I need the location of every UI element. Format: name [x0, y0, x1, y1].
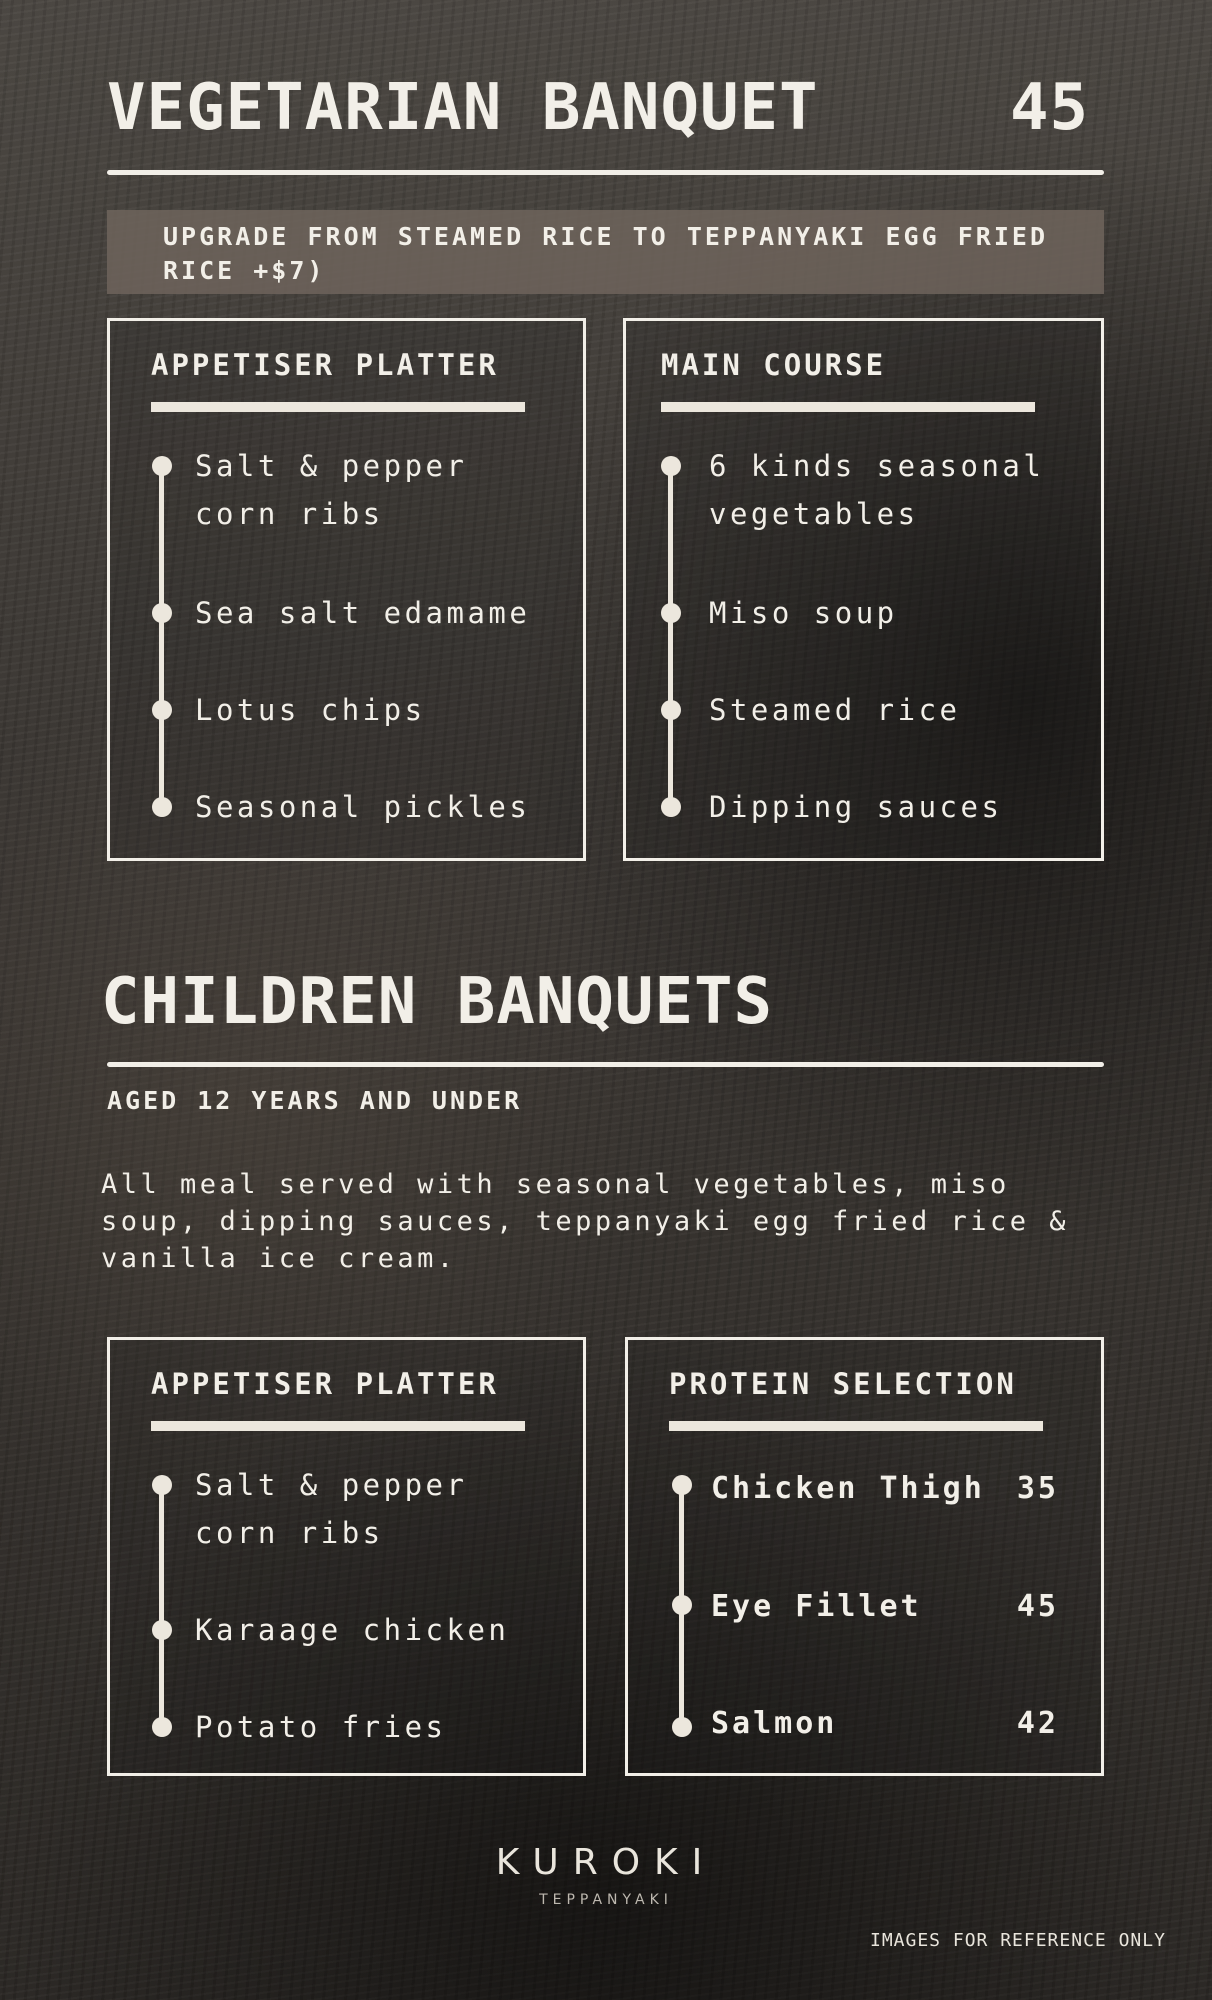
timeline-dot — [661, 797, 681, 817]
menu-item: Steamed rice — [709, 693, 961, 727]
section-divider — [107, 170, 1104, 175]
timeline-dot — [152, 797, 172, 817]
menu-item: Salt & pepper corn ribs — [195, 1468, 468, 1550]
menu-item: Salt & pepper corn ribs — [195, 449, 468, 531]
menu-item: Dipping sauces — [709, 790, 1003, 824]
card-title: PROTEIN SELECTION — [669, 1367, 1017, 1401]
timeline-dot — [152, 456, 172, 476]
menu-item: Miso soup — [709, 596, 898, 630]
menu-item: Karaage chicken — [195, 1613, 510, 1647]
children-description: All meal served with seasonal vegetables, miso soup, dipping sauces, teppanyaki egg fried rice & vanilla ice cream. — [101, 1169, 1070, 1274]
menu-item: Sea salt edamame — [195, 596, 531, 630]
card-title: APPETISER PLATTER — [151, 1367, 499, 1401]
protein-price: 45 — [1016, 1589, 1059, 1624]
menu-item: Seasonal pickles — [195, 790, 531, 824]
protein-name: Chicken Thigh — [711, 1471, 985, 1506]
timeline-line — [159, 466, 164, 809]
card-title-underline — [151, 1421, 525, 1431]
timeline-dot — [661, 456, 681, 476]
card-title-underline — [661, 402, 1035, 412]
timeline-dot — [152, 1475, 172, 1495]
protein-name: Eye Fillet — [711, 1589, 922, 1624]
brand-logo: KUROKI — [495, 1842, 717, 1883]
timeline-dot — [672, 1475, 692, 1495]
timeline-dot — [152, 700, 172, 720]
children-appetiser-card — [107, 1337, 586, 1776]
images-disclaimer: IMAGES FOR REFERENCE ONLY — [870, 1930, 1166, 1951]
age-note: AGED 12 YEARS AND UNDER — [107, 1086, 523, 1115]
brand-subtitle: TEPPANYAKI — [539, 1892, 673, 1908]
timeline-dot — [672, 1595, 692, 1615]
card-title: APPETISER PLATTER — [151, 348, 499, 382]
protein-price: 42 — [1016, 1706, 1059, 1741]
children-banquets-title: CHILDREN BANQUETS — [101, 965, 774, 1039]
timeline-dot — [661, 603, 681, 623]
section-divider — [107, 1062, 1104, 1067]
vegetarian-appetiser-card — [107, 318, 586, 861]
children-protein-selection-card — [625, 1337, 1104, 1776]
timeline-dot — [152, 1717, 172, 1737]
menu-item: Potato fries — [195, 1710, 447, 1744]
upgrade-banner — [107, 210, 1104, 294]
timeline-dot — [661, 700, 681, 720]
timeline-dot — [152, 603, 172, 623]
timeline-dot — [152, 1620, 172, 1640]
menu-item: 6 kinds seasonal vegetables — [709, 449, 1045, 531]
protein-price: 35 — [1016, 1471, 1059, 1506]
card-title-underline — [151, 402, 525, 412]
timeline-dot — [672, 1717, 692, 1737]
card-title: MAIN COURSE — [661, 348, 887, 382]
timeline-line — [159, 1485, 164, 1727]
vegetarian-banquet-price: 45 — [1010, 71, 1090, 145]
timeline-line — [668, 466, 673, 809]
vegetarian-banquet-title: VEGETARIAN BANQUET — [107, 71, 819, 145]
card-title-underline — [669, 1421, 1043, 1431]
vegetarian-main-course-card — [623, 318, 1104, 861]
upgrade-note: UPGRADE FROM STEAMED RICE TO TEPPANYAKI EGG FRIED RICE +$7) — [163, 222, 1048, 285]
protein-name: Salmon — [711, 1706, 838, 1741]
menu-item: Lotus chips — [195, 693, 426, 727]
